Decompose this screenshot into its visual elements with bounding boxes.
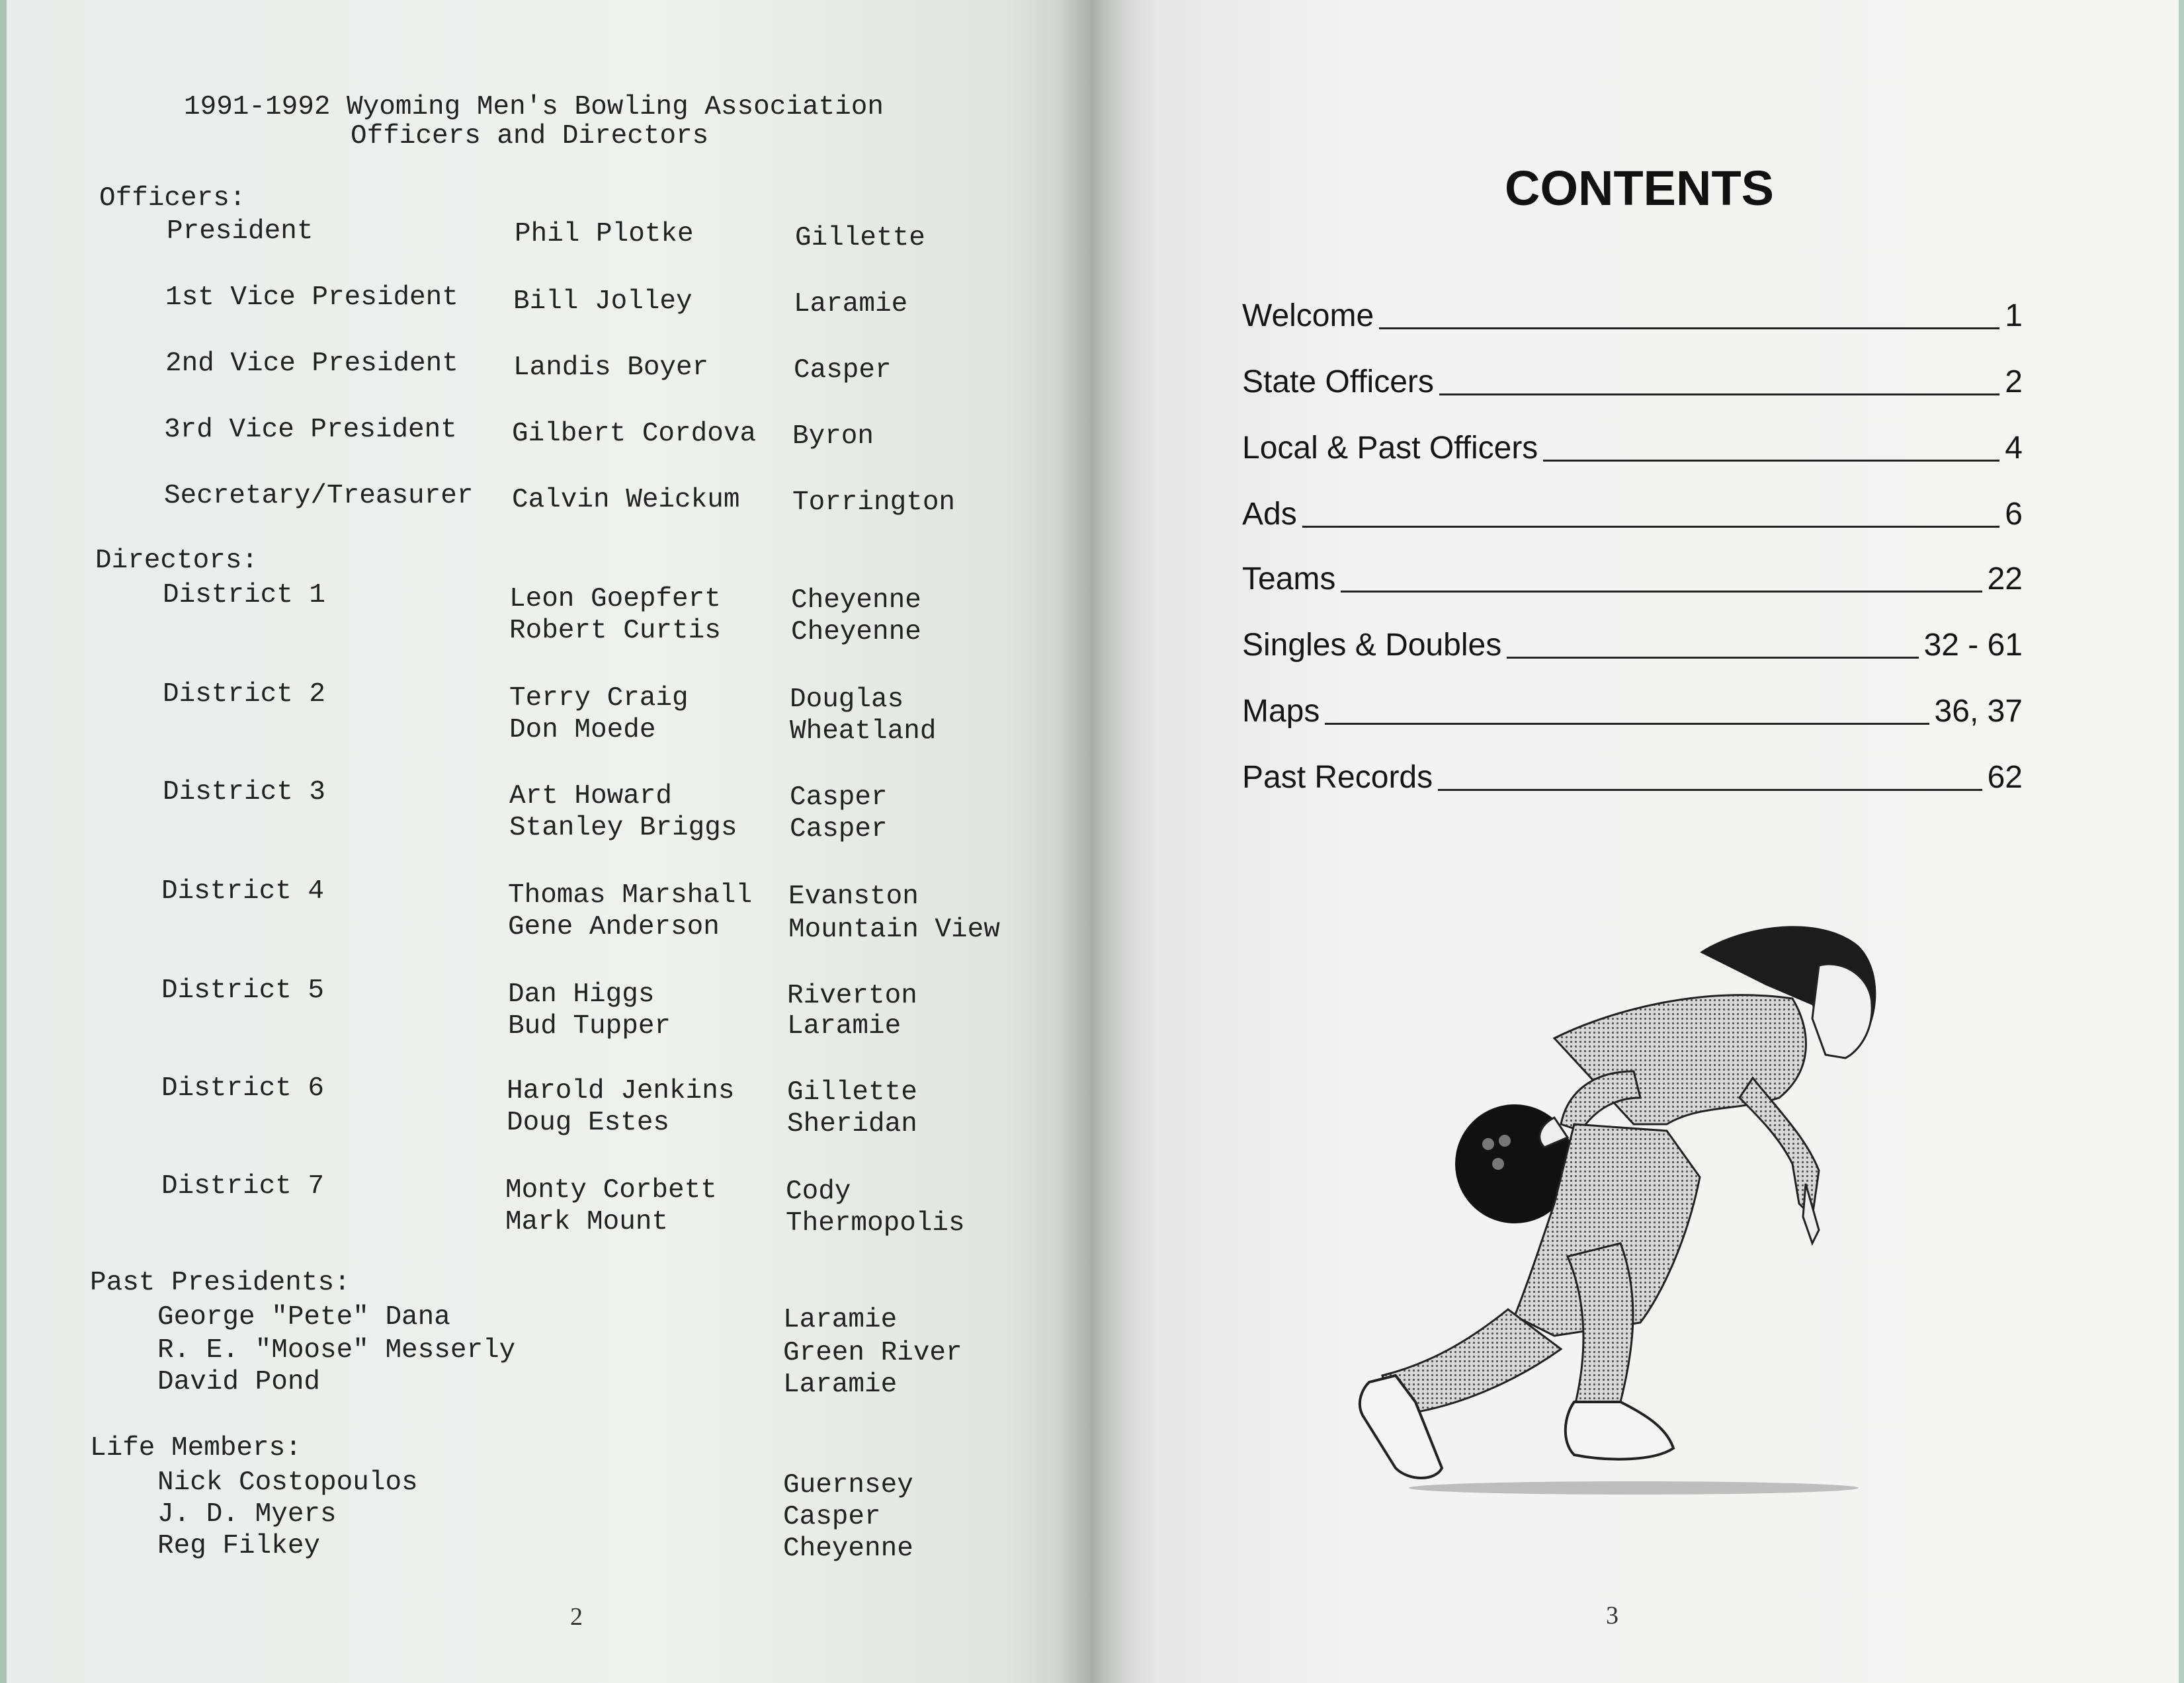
toc-page: 6	[2005, 497, 2023, 532]
district-label: District 2	[163, 679, 326, 710]
toc-leader	[1439, 392, 1999, 395]
director-name: Don Moede	[509, 715, 656, 745]
past-president-city: Green River	[783, 1338, 962, 1368]
officers-label: Officers:	[99, 183, 246, 214]
officer-city: Gillette	[795, 223, 925, 253]
toc-page: 1	[2005, 298, 2023, 333]
past-president-name: David Pond	[157, 1367, 321, 1397]
director-name: Monty Corbett	[505, 1175, 717, 1206]
director-name: Harold Jenkins	[507, 1076, 735, 1106]
toc-label: Maps	[1242, 694, 1320, 729]
officer-title: 3rd Vice President	[164, 415, 457, 445]
officer-name: Phil Plotke	[515, 219, 694, 249]
page-number-right: 3	[1606, 1602, 1618, 1629]
officer-city: Torrington	[792, 487, 956, 518]
director-name: Stanley Briggs	[509, 813, 737, 843]
director-city: Wheatland	[790, 716, 937, 747]
toc-page: 2	[2005, 364, 2023, 399]
book-gutter	[1058, 0, 1131, 1683]
toc-page: 4	[2005, 431, 2023, 466]
officer-title: President	[167, 216, 314, 247]
director-city: Cody	[786, 1176, 851, 1207]
bowler-illustration	[1356, 873, 1964, 1508]
past-president-city: Laramie	[783, 1305, 898, 1335]
toc-row	[1242, 292, 2023, 332]
toc-page: 62	[1987, 760, 2023, 795]
left-page	[0, 0, 1091, 1683]
director-city: Cheyenne	[791, 585, 921, 616]
director-name: Thomas Marshall	[508, 880, 753, 911]
life-member-name: J. D. Myers	[157, 1499, 337, 1530]
district-label: District 5	[161, 975, 325, 1006]
past-president-city: Laramie	[783, 1370, 898, 1400]
toc-label: State Officers	[1242, 364, 1434, 399]
toc-leader	[1438, 788, 1982, 791]
life-member-name: Reg Filkey	[157, 1531, 321, 1561]
director-city: Gillette	[787, 1077, 917, 1108]
toc-label: Past Records	[1242, 760, 1433, 795]
director-name: Dan Higgs	[508, 979, 655, 1010]
officer-title: Secretary/Treasurer	[164, 481, 474, 511]
toc-page: 36, 37	[1934, 694, 2023, 729]
officer-title: 2nd Vice President	[165, 349, 458, 379]
toc-label: Singles & Doubles	[1242, 628, 1502, 663]
director-city: Cheyenne	[791, 617, 921, 647]
director-name: Art Howard	[509, 781, 673, 811]
district-label: District 7	[161, 1171, 325, 1202]
toc-label: Welcome	[1242, 298, 1374, 333]
officer-title: 1st Vice President	[165, 282, 458, 313]
life-member-name: Nick Costopoulos	[157, 1467, 418, 1498]
officer-city: Byron	[792, 421, 874, 452]
past-presidents-label: Past Presidents:	[90, 1268, 351, 1298]
director-city: Evanston	[788, 882, 919, 912]
past-president-name: George "Pete" Dana	[157, 1302, 450, 1333]
toc-row	[1242, 358, 2023, 398]
director-city: Douglas	[790, 684, 904, 715]
director-city: Riverton	[787, 981, 917, 1011]
toc-leader	[1507, 655, 1918, 659]
director-city: Sheridan	[787, 1109, 917, 1139]
toc-row	[1242, 688, 2023, 727]
toc-leader	[1341, 589, 1982, 593]
district-label: District 1	[163, 580, 326, 610]
past-president-name: R. E. "Moose" Messerly	[157, 1335, 516, 1366]
toc-label: Local & Past Officers	[1242, 431, 1538, 466]
life-member-city: Casper	[783, 1502, 881, 1532]
toc-row	[1242, 622, 2023, 661]
page-heading-line1: 1991-1992 Wyoming Men's Bowling Association	[184, 92, 884, 122]
director-city: Thermopolis	[786, 1208, 965, 1239]
director-name: Gene Anderson	[508, 912, 720, 942]
page-heading-line2: Officers and Directors	[351, 121, 709, 151]
contents-title: CONTENTS	[1505, 161, 1774, 216]
toc-row	[1242, 491, 2023, 530]
toc-leader	[1543, 458, 1999, 462]
director-name: Leon Goepfert	[509, 584, 721, 614]
officer-name: Calvin Weickum	[512, 485, 740, 515]
director-name: Doug Estes	[507, 1108, 670, 1138]
officer-city: Casper	[794, 355, 892, 386]
life-members-label: Life Members:	[90, 1433, 302, 1463]
director-city: Mountain View	[788, 915, 1000, 945]
officer-name: Bill Jolley	[513, 286, 693, 317]
life-member-city: Cheyenne	[783, 1534, 913, 1564]
toc-leader	[1379, 326, 1999, 329]
director-name: Terry Craig	[509, 683, 689, 714]
toc-row	[1242, 555, 2023, 595]
toc-label: Ads	[1242, 497, 1297, 532]
district-label: District 3	[163, 777, 326, 807]
director-city: Laramie	[787, 1011, 902, 1042]
toc-row	[1242, 754, 2023, 794]
toc-leader	[1325, 721, 1929, 725]
page-number-left: 2	[570, 1603, 583, 1631]
life-member-city: Guernsey	[783, 1470, 913, 1500]
toc-page: 22	[1987, 561, 2023, 596]
director-city: Casper	[790, 782, 888, 813]
district-label: District 4	[161, 876, 325, 907]
officer-city: Laramie	[794, 289, 908, 319]
officer-name: Landis Boyer	[513, 352, 709, 383]
toc-row	[1242, 425, 2023, 464]
director-name: Robert Curtis	[509, 616, 721, 646]
toc-label: Teams	[1242, 561, 1336, 596]
director-city: Casper	[790, 814, 888, 844]
director-name: Bud Tupper	[508, 1011, 671, 1042]
directors-label: Directors:	[95, 546, 259, 576]
district-label: District 6	[161, 1073, 325, 1104]
officer-name: Gilbert Cordova	[512, 419, 757, 449]
toc-page: 32 - 61	[1923, 628, 2023, 663]
toc-leader	[1302, 524, 2000, 528]
director-name: Mark Mount	[505, 1207, 669, 1237]
